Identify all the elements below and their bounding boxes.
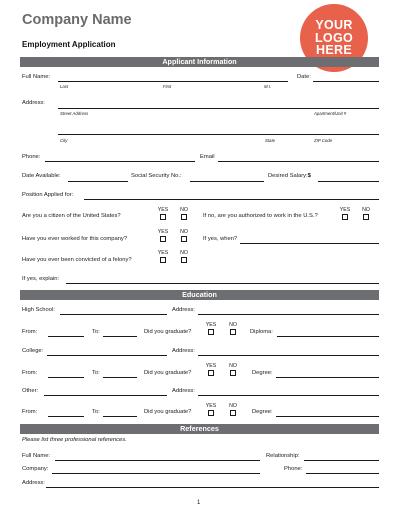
to-label: To: <box>92 329 100 335</box>
worked-yes-checkbox[interactable] <box>160 236 166 242</box>
position-label: Position Applied for: <box>22 192 74 198</box>
no-label: NO <box>180 250 188 256</box>
college-graduate-yes-checkbox[interactable] <box>208 370 214 376</box>
other-graduate-yes-checkbox[interactable] <box>208 410 214 416</box>
high-school-graduate-yes-checkbox[interactable] <box>208 329 214 335</box>
graduate-question: Did you graduate? <box>144 409 192 415</box>
desired-salary-field[interactable] <box>318 181 379 182</box>
high-school-address-label: Address: <box>172 307 195 313</box>
sub-label-street: Street Address <box>60 111 89 116</box>
ssn-label: Social Security No.: <box>131 173 182 179</box>
graduate-question: Did you graduate? <box>144 329 192 335</box>
diploma-field[interactable] <box>277 336 379 337</box>
page-number: 1 <box>197 500 201 506</box>
college-label: College: <box>22 348 44 354</box>
full-name-field[interactable] <box>58 81 288 82</box>
high-school-label: High School: <box>22 307 55 313</box>
when-label: If yes, when? <box>203 236 238 242</box>
graduate-question: Did you graduate? <box>144 370 192 376</box>
section-header-applicant: Applicant Information <box>20 57 379 67</box>
yes-label: YES <box>205 363 217 369</box>
other-school-field[interactable] <box>44 395 167 396</box>
form-title: Employment Application <box>22 40 116 49</box>
authorized-yes-checkbox[interactable] <box>342 214 348 220</box>
sub-label-last: Last <box>60 84 69 89</box>
no-label: NO <box>362 207 370 213</box>
yes-label: YES <box>157 229 169 235</box>
reference-company-field[interactable] <box>52 473 260 474</box>
diploma-label: Diploma: <box>250 329 273 335</box>
college-address-label: Address: <box>172 348 195 354</box>
college-field[interactable] <box>47 355 167 356</box>
full-name-label: Full Name: <box>22 74 51 80</box>
to-label: To: <box>92 409 100 415</box>
authorized-no-checkbox[interactable] <box>363 214 369 220</box>
when-field[interactable] <box>240 243 379 244</box>
reference-full-name-label: Full Name: <box>22 453 51 459</box>
logo-line: HERE <box>316 43 352 58</box>
worked-question: Have you ever worked for this company? <box>22 236 128 242</box>
citizen-question: Are you a citizen of the United States? <box>22 213 121 219</box>
desired-salary-label <box>268 173 311 179</box>
sub-label-state: State <box>265 138 276 143</box>
from-label: From: <box>22 370 38 376</box>
other-graduate-no-checkbox[interactable] <box>230 410 236 416</box>
other-address-field[interactable] <box>198 395 379 396</box>
reference-address-field[interactable] <box>46 487 379 488</box>
sub-label-mi: M.I. <box>264 84 272 89</box>
college-to-field[interactable] <box>103 377 137 378</box>
yes-label: YES <box>205 322 217 328</box>
relationship-field[interactable] <box>304 460 379 461</box>
date-available-label: Date Available: <box>22 173 61 179</box>
section-header-education: Education <box>20 290 379 300</box>
degree-label: Degree: <box>252 370 273 376</box>
degree-label: Degree: <box>252 409 273 415</box>
college-degree-field[interactable] <box>276 377 379 378</box>
reference-company-label: Company: <box>22 466 49 472</box>
explain-label: If yes, explain: <box>22 276 60 282</box>
other-to-field[interactable] <box>103 416 137 417</box>
phone-label: Phone: <box>22 154 41 160</box>
no-label: NO <box>229 403 237 409</box>
yes-label: YES <box>157 250 169 256</box>
from-label: From: <box>22 409 38 415</box>
sub-label-zip: ZIP Code <box>314 138 332 143</box>
yes-label: YES <box>157 207 169 213</box>
dollar-sign: $ <box>307 173 311 179</box>
high-school-graduate-no-checkbox[interactable] <box>230 329 236 335</box>
reference-address-label: Address: <box>22 480 45 486</box>
high-school-address-field[interactable] <box>198 314 379 315</box>
no-label: NO <box>180 207 188 213</box>
date-field[interactable] <box>313 81 379 82</box>
no-label: NO <box>180 229 188 235</box>
references-intro: Please list three professional references. <box>22 437 127 443</box>
yes-label: YES <box>339 207 351 213</box>
college-address-field[interactable] <box>198 355 379 356</box>
felony-yes-checkbox[interactable] <box>160 257 166 263</box>
sub-label-first: First <box>163 84 172 89</box>
other-address-label: Address: <box>172 388 195 394</box>
felony-no-checkbox[interactable] <box>181 257 187 263</box>
to-label: To: <box>92 370 100 376</box>
date-available-field[interactable] <box>68 181 128 182</box>
reference-phone-label: Phone: <box>284 466 303 472</box>
explain-field[interactable] <box>66 283 379 284</box>
other-label: Other: <box>22 388 39 394</box>
reference-full-name-field[interactable] <box>55 460 260 461</box>
reference-phone-field[interactable] <box>306 473 379 474</box>
no-label: NO <box>229 322 237 328</box>
from-label: From: <box>22 329 38 335</box>
city-state-zip-field[interactable] <box>58 134 379 135</box>
citizen-no-checkbox[interactable] <box>181 214 187 220</box>
section-header-references: References <box>20 424 379 434</box>
email-label: Email <box>200 154 215 160</box>
no-label: NO <box>229 363 237 369</box>
college-graduate-no-checkbox[interactable] <box>230 370 236 376</box>
ssn-field[interactable] <box>190 181 264 182</box>
other-from-field[interactable] <box>48 416 84 417</box>
high-school-from-field[interactable] <box>48 336 84 337</box>
logo-line: YOUR <box>315 18 353 33</box>
phone-field[interactable] <box>45 161 195 162</box>
relationship-label: Relationship: <box>266 453 300 459</box>
street-address-field[interactable] <box>58 108 379 109</box>
authorized-question: If no, are you authorized to work in the U.S.? <box>203 213 318 219</box>
date-label: Date: <box>297 74 311 80</box>
position-field[interactable] <box>84 199 379 200</box>
other-degree-field[interactable] <box>276 416 379 417</box>
sub-label-city: City <box>60 138 68 143</box>
desired-salary-text: Desired Salary: <box>268 173 308 179</box>
felony-question: Have you ever been convicted of a felony? <box>22 257 132 263</box>
logo-line: LOGO <box>314 30 353 45</box>
company-name: Company Name <box>22 12 132 28</box>
high-school-to-field[interactable] <box>103 336 137 337</box>
email-field[interactable] <box>218 161 379 162</box>
sub-label-unit: Apartment/Unit # <box>314 111 347 116</box>
high-school-field[interactable] <box>60 314 167 315</box>
college-from-field[interactable] <box>48 377 84 378</box>
worked-no-checkbox[interactable] <box>181 236 187 242</box>
citizen-yes-checkbox[interactable] <box>160 214 166 220</box>
yes-label: YES <box>205 403 217 409</box>
address-label: Address: <box>22 100 45 106</box>
